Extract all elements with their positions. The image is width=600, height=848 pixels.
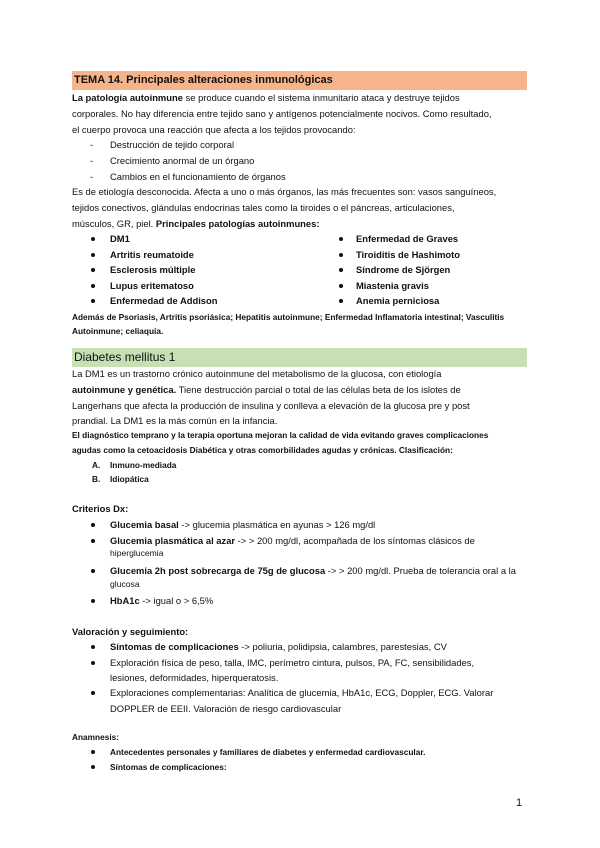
dash-marker: - [90,155,94,166]
bullet-icon [91,284,95,288]
bullet-icon [91,268,95,272]
valoracion-continuation: DOPPLER de EEII. Valoración de riesgo cardiovascular [110,703,342,714]
bullet-icon [91,661,95,665]
class-marker: A. [92,460,101,470]
anamnesis-item: Síntomas de complicaciones: [110,762,227,772]
dash-marker: - [90,171,94,182]
intro-line-3: el cuerpo provoca una reacción que afecta a los tejidos provocando: [72,124,356,135]
extra-pathologies-line-1: Además de Psoriasis, Artritis psoriásica; Hepatitis autoinmune; Enfermedad Inflamatoria intestinal; Vasculitis [72,312,505,322]
criterion-item [110,519,375,531]
page-number: 1 [516,797,523,809]
valoracion-rest: -> poliuria, polidipsia, calambres, parestesias, CV [238,641,447,652]
class-item: Inmuno-mediada [110,460,177,470]
criterion-item [110,535,475,547]
class-item: Idiopática [110,474,149,484]
valoracion-bold: Síntomas de complicaciones [110,641,239,652]
pathology-item: Enfermedad de Graves [356,233,459,244]
criterion-rest: -> > 200 mg/dl, acompañada de los síntomas clásicos de [235,535,475,546]
class-marker: B. [92,474,101,484]
bullet-icon [91,691,95,695]
dm1-bold: autoinmune y genética. [72,384,177,395]
bullet-icon [91,539,95,543]
criterion-item [110,565,516,577]
etiology-line-1: Es de etiología desconocida. Afecta a uno o más órganos, las más frecuentes son: vasos sanguíneos, [72,186,497,197]
criterion-bold: HbA1c [110,595,140,606]
criterion-bold: Glucemia plasmática al azar [110,535,236,546]
pathology-item: Tiroiditis de Hashimoto [356,249,461,260]
dm1-line-4: prandial. La DM1 es la más común en la infancia. [72,415,278,426]
anamnesis-item: Antecedentes personales y familiares de diabetes y enfermedad cardiovascular. [110,747,426,757]
etiology-line-2: tejidos conectivos, glándulas endocrinas tales como la tiroides o el páncreas, articulaciones, [72,202,455,213]
bullet-icon [91,750,95,754]
valoracion-item: Exploración física de peso, talla, IMC, perímetro cintura, pulsos, PA, FC, sensibilidades, [110,657,475,668]
criterion-continuation: glucosa [110,579,140,589]
intro-bold: La patología autoinmune [72,92,183,103]
pathology-item: DM1 [110,233,130,244]
dash-item: Cambios en el funcionamiento de órganos [110,171,286,182]
pathology-item: Enfermedad de Addison [110,295,218,306]
dash-marker: - [90,139,94,150]
extra-pathologies-line-2: Autoinmune; celiaquía. [72,326,164,336]
criterion-bold: Glucemia basal [110,519,179,530]
bullet-icon [339,268,343,272]
dm1-line-6: agudas como la cetoacidosis Diabética y otras comorbilidades agudas y crónicas. Clasificación: [72,445,453,455]
bullet-icon [91,765,95,769]
bullet-icon [91,237,95,241]
pathology-item: Miastenia gravis [356,280,429,291]
criterion-rest: -> igual o > 6,5% [139,595,214,606]
bullet-icon [91,523,95,527]
pathology-item: Anemia perniciosa [356,295,440,306]
bullet-icon [91,645,95,649]
bullet-icon [91,599,95,603]
criterion-rest: -> glucemia plasmática en ayunas > 126 mg/dl [178,519,376,530]
section-title-diabetes: Diabetes mellitus 1 [72,348,527,367]
bullet-icon [91,299,95,303]
dm1-line-3: Langerhans que afecta la producción de insulina y conlleva a elevación de la glucosa pre y post [72,400,470,411]
etiology-bold: Principales patologías autoinmunes: [155,218,320,229]
valoracion-item [110,641,447,653]
intro-rest: se produce cuando el sistema inmunitario ataca y destruye tejidos [182,92,460,103]
section-title-inmunologicas: TEMA 14. Principales alteraciones inmunológicas [72,71,527,90]
dm1-line-1: La DM1 es un trastorno crónico autoinmune del metabolismo de la glucosa, con etiología [72,368,442,379]
criterios-heading: Criterios Dx: [72,503,129,514]
etiology-pre: músculos, GR, piel. [72,218,156,229]
criterion-continuation: hiperglucemia [110,548,164,558]
valoracion-heading: Valoración y seguimiento: [72,626,189,637]
intro-line-1 [72,92,460,104]
pathology-item: Esclerosis múltiple [110,264,196,275]
criterion-item [110,595,213,607]
criterion-bold: Glucemia 2h post sobrecarga de 75g de glucosa [110,565,326,576]
anamnesis-heading: Anamnesis: [72,732,120,742]
bullet-icon [91,253,95,257]
bullet-icon [339,299,343,303]
dash-item: Destrucción de tejido corporal [110,139,235,150]
dm1-line-5: El diagnóstico temprano y la terapia oportuna mejoran la calidad de vida evitando graves complicaciones [72,430,489,440]
pathology-item: Artritis reumatoide [110,249,194,260]
dash-item: Crecimiento anormal de un órgano [110,155,255,166]
pathology-item: Lupus eritematoso [110,280,194,291]
criterion-rest: -> > 200 mg/dl. Prueba de tolerancia oral a la [325,565,516,576]
bullet-icon [339,253,343,257]
intro-line-2: corporales. No hay diferencia entre tejido sano y antígenos potencialmente nocivos. Como resultado, [72,108,492,119]
valoracion-item: Exploraciones complementarias: Analítica de glucemia, HbA1c, ECG, Doppler, ECG. Valorar [110,687,494,698]
pathology-item: Síndrome de Sjörgen [356,264,451,275]
bullet-icon [91,569,95,573]
bullet-icon [339,284,343,288]
bullet-icon [339,237,343,241]
dm1-rest: Tiene destrucción parcial o total de las células beta de los islotes de [176,384,461,395]
etiology-line-3 [72,218,319,230]
valoracion-continuation: lesiones, deformidades, hiperqueratosis. [110,672,279,683]
dm1-line-2 [72,384,461,396]
